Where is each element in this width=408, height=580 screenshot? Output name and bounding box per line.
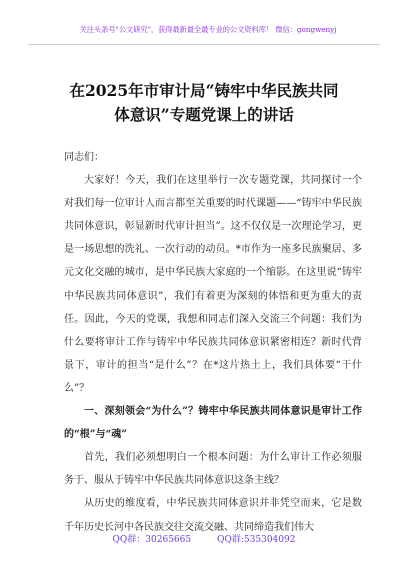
body-paragraph: 从历史的维度看，中华民族共同体意识并非凭空而来，它是数千年历史长河中各民族交往交流交融、共同缔造我们伟大 xyxy=(64,498,362,533)
document-title xyxy=(44,79,364,127)
body-paragraph: 首先，我们必须想明白一个根本问题：为什么审计工作必须服务于、服从于铸牢中华民族共同体意识这条主线？ xyxy=(64,452,362,487)
footer-qq-group-2: QQ群:535304092 xyxy=(217,535,296,545)
header-banner-text: 关注头条号"公文研究"，获得最新最全最专业的公文资料库！ 微信：gongwenyj xyxy=(79,25,337,34)
salutation: 同志们： xyxy=(64,152,104,163)
footer xyxy=(0,529,408,551)
title-line-1: 在2025年市审计局“铸牢中华民族共同 xyxy=(69,81,339,100)
title-line-2: 体意识”专题党课上的讲话 xyxy=(114,105,294,124)
header-banner xyxy=(58,20,358,40)
header-divider xyxy=(28,44,380,45)
intro-paragraph: 大家好！今天，我们在这里举行一次专题党课，共同探讨一个对我们每一位审计人而言都至关重要的时代课题——“铸牢中华民族共同体意识，彰显新时代审计担当”。这不仅仅是一次理论学习，更是一场思想的洗礼、一次行动的动员。*市作为一座多民族聚居、多元文化交融的城市，是中华民族大家庭的一个缩影。在这里说“铸牢中华民族共同体意识”，我们有着更为深刻的体悟和更为重大的责任。因此，今天的党课，我想和同志们深入交流三个问题：我们为什么要将审计工作与铸牢中华民族共同体意识紧密相连？新时代背景下，审计的担当“是什么”？在*这片热土上，我们具体要“干什么”？ xyxy=(64,175,362,394)
document-body xyxy=(64,146,362,539)
footer-qq-group-1: QQ群：30265665 xyxy=(112,535,192,545)
section-heading-1: 一、深刻领会“为什么”？铸牢中华民族共同体意识是审计工作的“根”与“魂” xyxy=(64,406,362,441)
